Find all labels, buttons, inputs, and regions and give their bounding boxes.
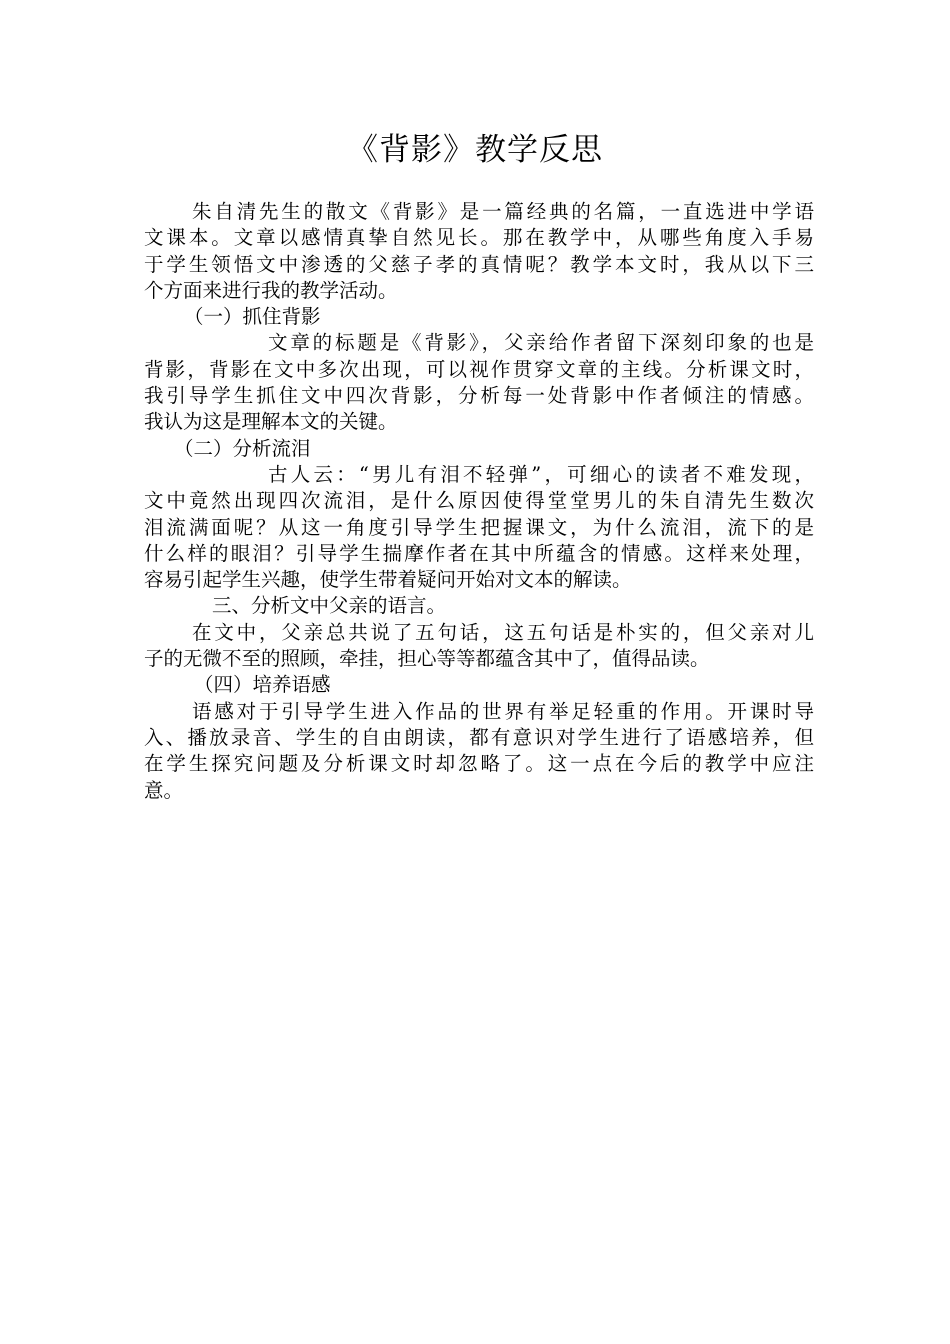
section-line: 入、播放录音、学生的自由朗读，都有意识对学生进行了语感培养，但 bbox=[144, 725, 814, 749]
intro-line: 文课本。文章以感情真挚自然见长。那在教学中，从哪些角度入手易 bbox=[144, 226, 814, 250]
section-line: 我认为这是理解本文的关键。 bbox=[144, 410, 398, 434]
section-line: 什么样的眼泪？引导学生揣摩作者在其中所蕴含的情感。这样来处理， bbox=[144, 541, 814, 565]
section-line: 泪流满面呢？从这一角度引导学生把握课文，为什么流泪，流下的是 bbox=[144, 515, 814, 539]
section-line: 意。 bbox=[144, 778, 184, 802]
intro-line: 于学生领悟文中渗透的父慈子孝的真情呢？教学本文时，我从以下三 bbox=[144, 252, 814, 276]
section-heading: 三、分析文中父亲的语言。 bbox=[212, 594, 447, 618]
section-line: 文章的标题是《背影》，父亲给作者留下深刻印象的也是 bbox=[268, 331, 814, 355]
section-line: 古人云：“男儿有泪不轻弹”，可细心的读者不难发现， bbox=[268, 462, 814, 486]
section-line: 我引导学生抓住文中四次背影，分析每一处背影中作者倾注的情感。 bbox=[144, 384, 814, 408]
section-line: 在文中，父亲总共说了五句话，这五句话是朴实的，但父亲对儿 bbox=[192, 620, 814, 644]
section-heading: （一）抓住背影 bbox=[184, 305, 321, 329]
section-line: 在学生探究问题及分析课文时却忽略了。这一点在今后的教学中应注 bbox=[144, 752, 814, 776]
section-line: 子的无微不至的照顾，牵挂，担心等等都蕴含其中了，值得品读。 bbox=[144, 647, 710, 671]
section-heading: （二）分析流泪 bbox=[174, 436, 311, 460]
section-line: 容易引起学生兴趣，使学生带着疑问开始对文本的解读。 bbox=[144, 568, 632, 592]
section-heading: （四）培养语感 bbox=[194, 673, 331, 697]
document-title: 《背影》教学反思 bbox=[347, 132, 603, 168]
intro-line: 个方面来进行我的教学活动。 bbox=[144, 278, 398, 302]
document-body bbox=[144, 199, 814, 804]
section-line: 背影，背影在文中多次出现，可以视作贯穿文章的主线。分析课文时， bbox=[144, 357, 814, 381]
section-line: 语感对于引导学生进入作品的世界有举足轻重的作用。开课时导 bbox=[192, 699, 814, 723]
section-line: 文中竟然出现四次流泪，是什么原因使得堂堂男儿的朱自清先生数次 bbox=[144, 489, 814, 513]
intro-line: 朱自清先生的散文《背影》是一篇经典的名篇，一直选进中学语 bbox=[192, 200, 814, 223]
